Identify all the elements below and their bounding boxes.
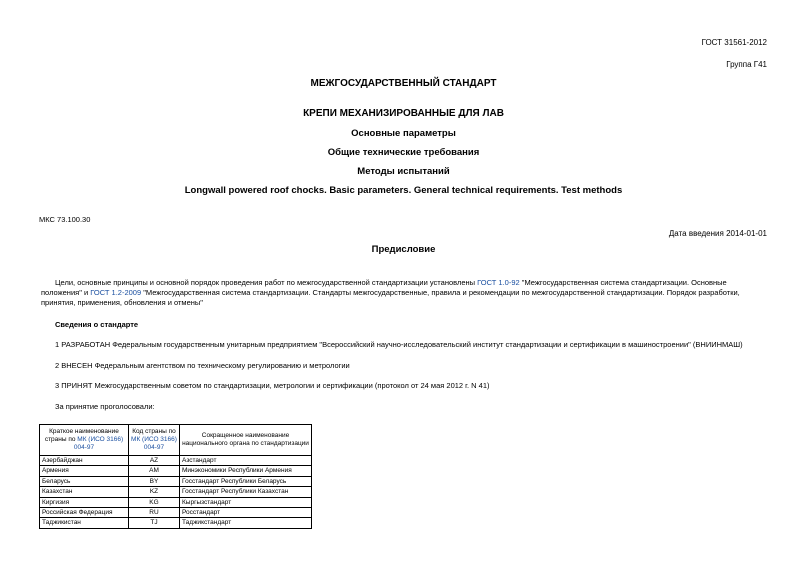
cell-country: Армения bbox=[40, 466, 129, 476]
cell-body: Госстандарт Республики Беларусь bbox=[180, 476, 312, 486]
cell-code: KZ bbox=[129, 487, 180, 497]
header-code-text: Код страны по bbox=[132, 428, 176, 435]
table-row bbox=[40, 508, 312, 518]
standard-info-heading: Сведения о стандарте bbox=[55, 320, 139, 329]
mks-code: МКС 73.100.30 bbox=[39, 215, 91, 224]
foreword-text-part3: "Межгосударственная система стандартизации. Стандарты межгосударственные, правила и рекомендации по межгосударственной стандартизации. Порядок разработки, принятия, применения, обновления и отмены" bbox=[41, 288, 740, 307]
document-number: ГОСТ 31561-2012 bbox=[701, 38, 767, 47]
document-title: КРЕПИ МЕХАНИЗИРОВАННЫЕ ДЛЯ ЛАВ bbox=[303, 108, 504, 119]
cell-country: Азербайджан bbox=[40, 456, 129, 466]
info-item-developed: 1 РАЗРАБОТАН Федеральным государственным унитарным предприятием "Всероссийский научно-исследовательский институт стандартизации и сертификации в машиностроении" (ВНИИНМАШ) bbox=[55, 340, 743, 349]
info-item-adopted: 3 ПРИНЯТ Межгосударственным советом по стандартизации, метрологии и сертификации (протокол от 24 мая 2012 г. N 41) bbox=[55, 381, 490, 390]
header-national-body: Сокращенное наименование национального органа по стандартизации bbox=[180, 425, 312, 456]
gost-1-2-2009-link[interactable]: ГОСТ 1.2-2009 bbox=[90, 288, 142, 297]
cell-body: Госстандарт Республики Казахстан bbox=[180, 487, 312, 497]
header-country-code bbox=[129, 425, 180, 456]
standard-type-heading: МЕЖГОСУДАРСТВЕННЫЙ СТАНДАРТ bbox=[310, 78, 497, 89]
introduction-date: Дата введения 2014-01-01 bbox=[668, 229, 767, 238]
header-country-name bbox=[40, 425, 129, 456]
cell-country: Российская Федерация bbox=[40, 508, 129, 518]
title-line-technical-requirements: Общие технические требования bbox=[327, 147, 480, 158]
mk-iso-3166-code-link[interactable]: МК (ИСО 3166) 004-97 bbox=[131, 436, 177, 451]
table-row bbox=[40, 476, 312, 486]
foreword-heading: Предисловие bbox=[371, 244, 436, 255]
cell-code: AZ bbox=[129, 456, 180, 466]
header-country-text: Краткое наименование страны по bbox=[44, 428, 119, 443]
foreword-paragraph bbox=[41, 278, 769, 308]
cell-country: Киргизия bbox=[40, 497, 129, 507]
table-header-row bbox=[40, 425, 312, 456]
cell-code: BY bbox=[129, 476, 180, 486]
table-row bbox=[40, 466, 312, 476]
voted-label: За принятие проголосовали: bbox=[55, 402, 155, 411]
cell-body: Таджикстандарт bbox=[180, 518, 312, 528]
cell-country: Казахстан bbox=[40, 487, 129, 497]
cell-code: AM bbox=[129, 466, 180, 476]
cell-country: Таджикистан bbox=[40, 518, 129, 528]
table-row bbox=[40, 518, 312, 528]
cell-code: TJ bbox=[129, 518, 180, 528]
table-row bbox=[40, 487, 312, 497]
foreword-text-part1: Цели, основные принципы и основной порядок проведения работ по межгосударственной стандартизации установлены bbox=[55, 278, 478, 287]
cell-body: Росстандарт bbox=[180, 508, 312, 518]
table-row bbox=[40, 497, 312, 507]
cell-body: Кыргызстандарт bbox=[180, 497, 312, 507]
cell-country: Беларусь bbox=[40, 476, 129, 486]
english-title: Longwall powered roof chocks. Basic parameters. General technical requirements. Test methods bbox=[184, 185, 623, 196]
cell-code: KG bbox=[129, 497, 180, 507]
voting-countries-table bbox=[39, 424, 312, 529]
cell-body: Минэкономики Республики Армения bbox=[180, 466, 312, 476]
classification-group: Группа Г41 bbox=[726, 60, 767, 69]
title-line-basic-parameters: Основные параметры bbox=[351, 128, 456, 139]
foreword-text-part2: "Межгосударственная система стандартизации. Основные положения" и bbox=[41, 278, 727, 297]
cell-code: RU bbox=[129, 508, 180, 518]
mk-iso-3166-link[interactable]: МК (ИСО 3166) 004-97 bbox=[73, 436, 124, 451]
table-row bbox=[40, 456, 312, 466]
info-item-submitted: 2 ВНЕСЕН Федеральным агентством по техническому регулированию и метрологии bbox=[55, 361, 350, 370]
cell-body: Азстандарт bbox=[180, 456, 312, 466]
gost-1-0-92-link[interactable]: ГОСТ 1.0-92 bbox=[477, 278, 520, 287]
title-line-test-methods: Методы испытаний bbox=[357, 166, 450, 177]
